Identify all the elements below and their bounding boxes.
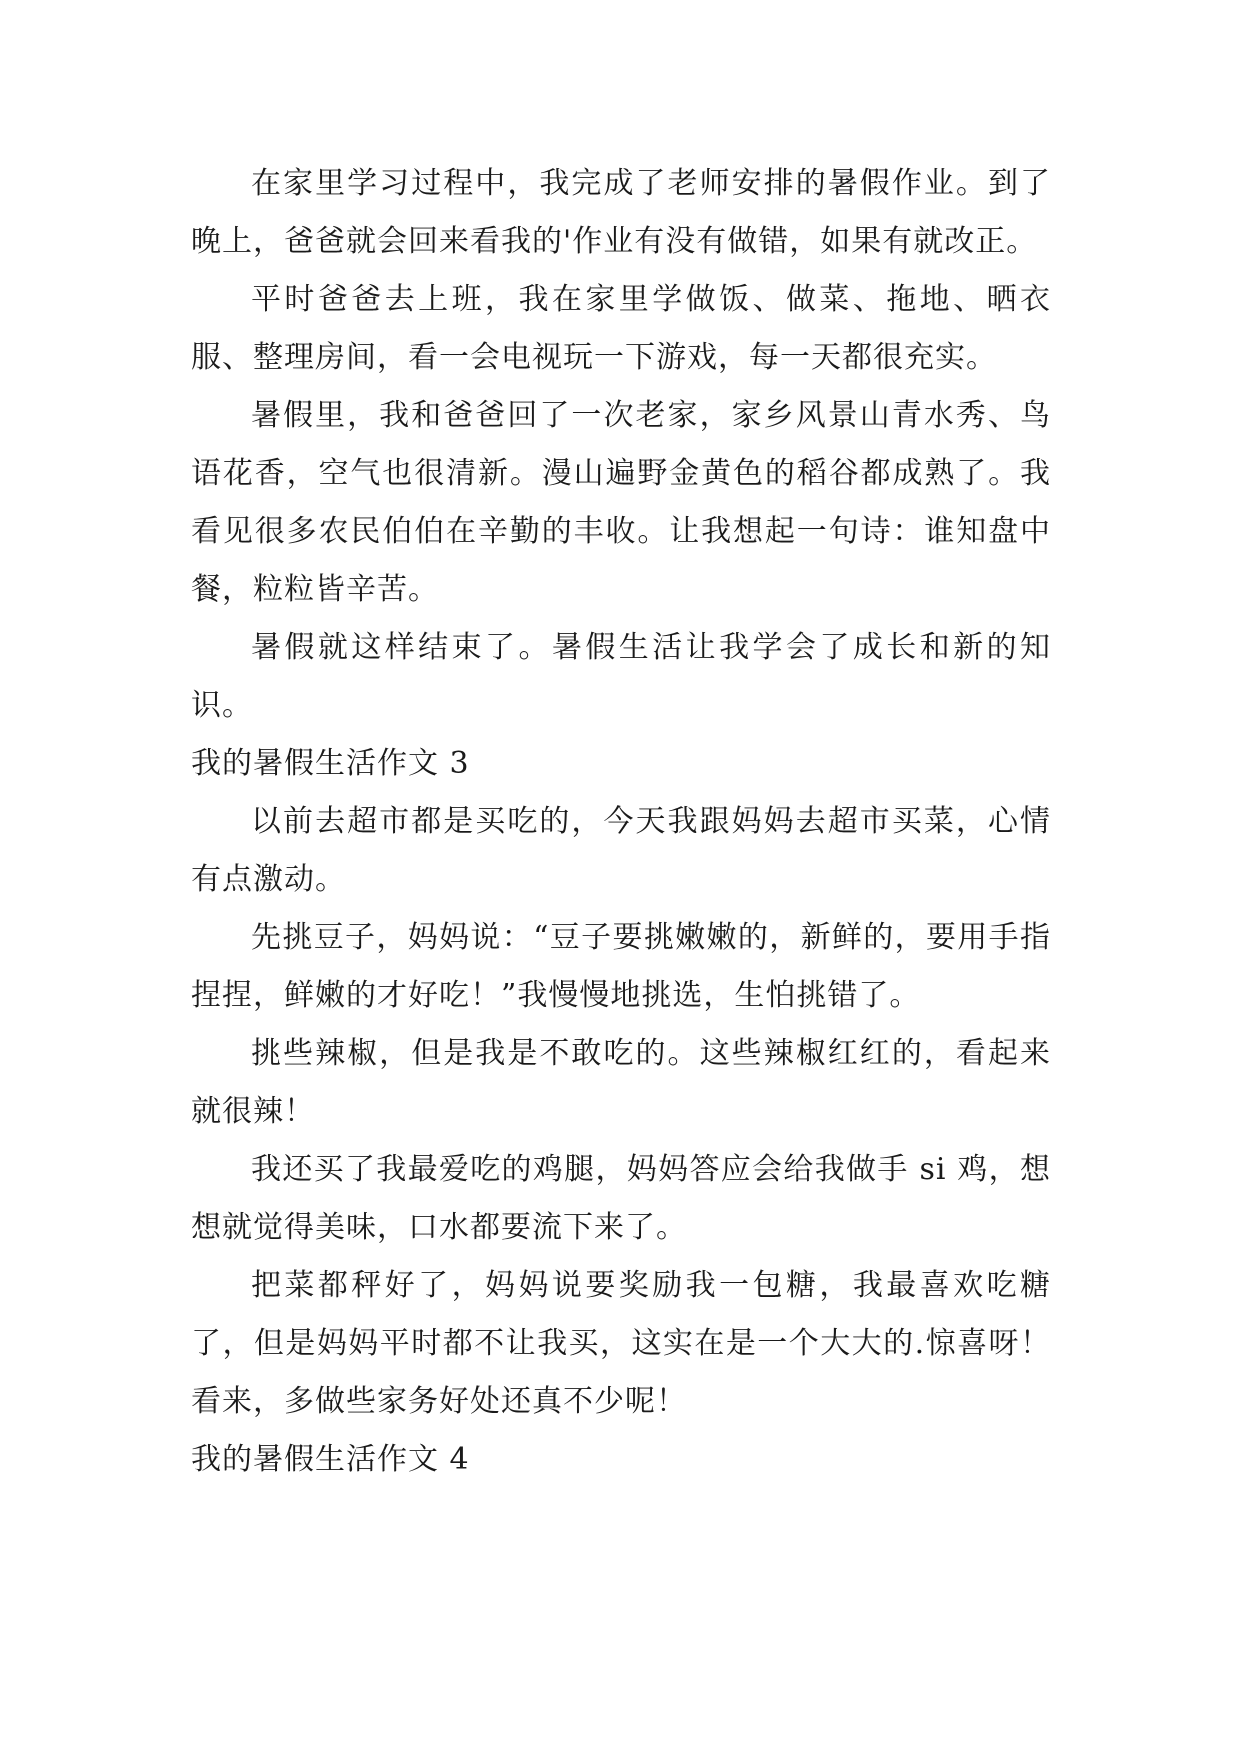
paragraph-chores: 平时爸爸去上班，我在家里学做饭、做菜、拖地、晒衣服、整理房间，看一会电视玩一下游戏，每一天都很充实。 <box>191 282 1051 375</box>
paragraph-homework: 在家里学习过程中，我完成了老师安排的暑假作业。到了晚上，爸爸就会回来看我的'作业有没有做错，如果有就改正。 <box>191 166 1051 259</box>
essay-heading-4: 我的暑假生活作文 4 <box>191 1442 470 1477</box>
paragraph-candy: 把菜都秤好了，妈妈说要奖励我一包糖，我最喜欢吃糖了，但是妈妈平时都不让我买，这实在是一个大大的.惊喜呀！看来，多做些家务好处还真不少呢！ <box>191 1268 1051 1419</box>
paragraph-summary: 暑假就这样结束了。暑假生活让我学会了成长和新的知识。 <box>191 630 1051 723</box>
paragraph-beans: 先挑豆子，妈妈说：“豆子要挑嫩嫩的，新鲜的，要用手指捏捏，鲜嫩的才好吃！”我慢慢地挑选，生怕挑错了。 <box>191 920 1051 1013</box>
document-body <box>191 155 1051 1489</box>
paragraph-supermarket: 以前去超市都是买吃的，今天我跟妈妈去超市买菜，心情有点激动。 <box>191 804 1051 897</box>
paragraph-hometown: 暑假里，我和爸爸回了一次老家，家乡风景山青水秀、鸟语花香，空气也很清新。漫山遍野金黄色的稻谷都成熟了。我看见很多农民伯伯在辛勤的丰收。让我想起一句诗：谁知盘中餐，粒粒皆辛苦。 <box>191 398 1051 607</box>
paragraph-peppers: 挑些辣椒，但是我是不敢吃的。这些辣椒红红的，看起来就很辣！ <box>191 1036 1051 1129</box>
paragraph-chicken: 我还买了我最爱吃的鸡腿，妈妈答应会给我做手 si 鸡，想想就觉得美味，口水都要流下来了。 <box>191 1152 1051 1245</box>
essay-heading-3: 我的暑假生活作文 3 <box>191 746 470 781</box>
